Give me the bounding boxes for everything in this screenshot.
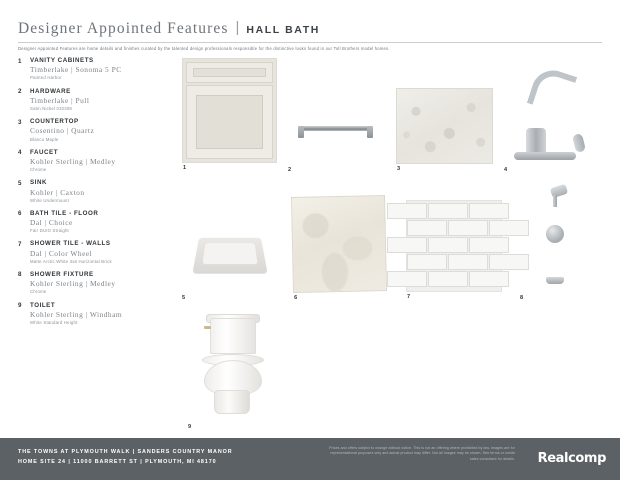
page-title-main: Designer Appointed Features [18, 20, 229, 37]
tile-brick [428, 237, 468, 253]
footer-community-line: THE TOWNS AT PLYMOUTH WALK | SANDERS COUNTRY MANOR [18, 449, 233, 455]
tile-brick [428, 203, 468, 219]
feature-name: HARDWARE [30, 87, 71, 95]
feature-description: Painted Harbor [30, 75, 62, 81]
feature-description: Matte Arctic White 3x6 Horizontal Brick [30, 258, 112, 264]
list-item [18, 57, 168, 80]
page-header [18, 20, 602, 51]
feature-brand: Timberlake | Pull [30, 95, 90, 105]
feature-number: 9 [18, 302, 22, 309]
list-item [18, 271, 168, 294]
feature-description: Chrome [30, 289, 47, 295]
feature-number: 1 [18, 57, 22, 65]
tile-number: 6 [294, 294, 298, 301]
image-sink [182, 216, 278, 301]
tile-number: 7 [407, 294, 411, 300]
tile-number: 8 [520, 295, 524, 301]
tile-brick [428, 271, 468, 287]
tile-number: 9 [188, 424, 192, 430]
feature-name: SHOWER FIXTURE [30, 270, 94, 278]
feature-brand: Dal | Choice [30, 218, 73, 228]
tile-brick [448, 254, 488, 270]
shower-valve-trim [546, 225, 564, 243]
feature-number: 5 [18, 179, 22, 187]
page-title-sub: HALL BATH [246, 24, 320, 36]
tile-number: 4 [504, 167, 508, 173]
image-floor-tile [291, 195, 387, 301]
realcomp-logo: Realcomp [537, 451, 606, 466]
feature-number: 4 [18, 149, 22, 157]
feature-description: Satin Nickel 032308 [30, 105, 73, 111]
faucet-body [526, 128, 546, 154]
tile-number: 3 [397, 166, 401, 172]
faucet-handle [572, 133, 586, 153]
sink-basin-inner [202, 243, 257, 264]
toilet-base [214, 390, 250, 414]
feature-number: 2 [18, 88, 22, 96]
feature-brand: Kohler Sterling | Windham [30, 309, 123, 319]
footer-address-block [18, 447, 233, 468]
title-divider: | [235, 19, 240, 36]
feature-description: Chrome [30, 167, 47, 173]
shower-arm [553, 195, 557, 207]
feature-name: TOILET [30, 301, 56, 309]
image-hardware-pull [288, 92, 383, 173]
image-vanity-cabinet [182, 58, 277, 171]
pull-bar [300, 126, 371, 131]
feature-brand: Kohler Sterling | Medley [30, 156, 116, 166]
feature-name: FAUCET [30, 148, 59, 156]
tile-brick [407, 220, 447, 236]
page-title [18, 20, 602, 38]
image-toilet [188, 312, 276, 430]
header-note: Designer Appointed Features are home details and finishes curated by the talented design professionals responsible for the distinctive looks found in our Toll Brothers model homes. [18, 46, 390, 51]
feature-number: 8 [18, 271, 22, 279]
feature-number: 6 [18, 210, 22, 218]
image-faucet [504, 60, 598, 173]
toilet-flush-handle [204, 326, 211, 329]
feature-name: SINK [30, 179, 47, 187]
list-item [18, 240, 168, 263]
feature-number: 7 [18, 240, 22, 248]
feature-name: VANITY CABINETS [30, 57, 94, 64]
tile-number: 1 [183, 165, 187, 171]
feature-name: COUNTERTOP [30, 118, 79, 126]
faucet-spout [527, 65, 577, 115]
cabinet-drawer-inset [193, 68, 266, 77]
cabinet-door-inset [196, 95, 263, 149]
feature-brand: Timberlake | Sonoma 5 PC [30, 65, 122, 75]
feature-description: White Undermount [30, 197, 70, 203]
cabinet-drawer [186, 62, 273, 83]
feature-description: White Standard Height [30, 319, 78, 325]
pull-right-foot [367, 126, 373, 138]
header-divider-rule [18, 42, 602, 43]
feature-brand: Dal | Color Wheel [30, 248, 93, 258]
feature-name: BATH TILE - FLOOR [30, 209, 99, 217]
tile-brick [387, 271, 427, 287]
feature-brand: Kohler | Caxton [30, 187, 85, 197]
feature-description: Fair DUIO Straight [30, 228, 69, 234]
feature-number: 3 [18, 118, 22, 126]
tile-brick [387, 237, 427, 253]
list-item [18, 149, 168, 172]
feature-brand: Kohler Sterling | Medley [30, 279, 116, 289]
tile-brick [469, 271, 509, 287]
image-subway-wall-tile [406, 200, 502, 300]
list-item [18, 210, 168, 233]
image-quartz-countertop [396, 88, 493, 172]
feature-name: SHOWER TILE - WALLS [30, 240, 111, 248]
feature-brand: Cosentino | Quartz [30, 126, 95, 136]
toilet-tank [210, 318, 256, 354]
feature-description: Blanco Maple [30, 136, 59, 142]
list-item [18, 118, 168, 141]
tile-brick [469, 203, 509, 219]
page-footer [0, 438, 620, 480]
pull-left-foot [298, 126, 304, 138]
footer-address-line: HOME SITE 24 | 11000 BARRETT ST | PLYMOUTH, MI 48170 [18, 459, 217, 466]
tile-brick [407, 254, 447, 270]
image-shower-fixture [520, 182, 590, 301]
feature-list [18, 57, 168, 332]
faucet-base-plate [514, 152, 576, 160]
tile-brick [469, 237, 509, 253]
tile-number: 5 [182, 295, 186, 301]
tile-brick [387, 203, 427, 219]
tile-brick [448, 220, 488, 236]
footer-disclaimer: Prices and offers subject to change without notice. This is not an offering where prohibited by law. Images are for representational purposes only and actual product may differ. Not all images may be shown. See terms or onsite sales consultant for details. [329, 446, 515, 461]
cabinet-door [186, 85, 273, 159]
list-item [18, 88, 168, 111]
list-item [18, 179, 168, 202]
tile-number: 2 [288, 167, 292, 173]
tub-spout [546, 277, 564, 284]
list-item [18, 302, 168, 325]
